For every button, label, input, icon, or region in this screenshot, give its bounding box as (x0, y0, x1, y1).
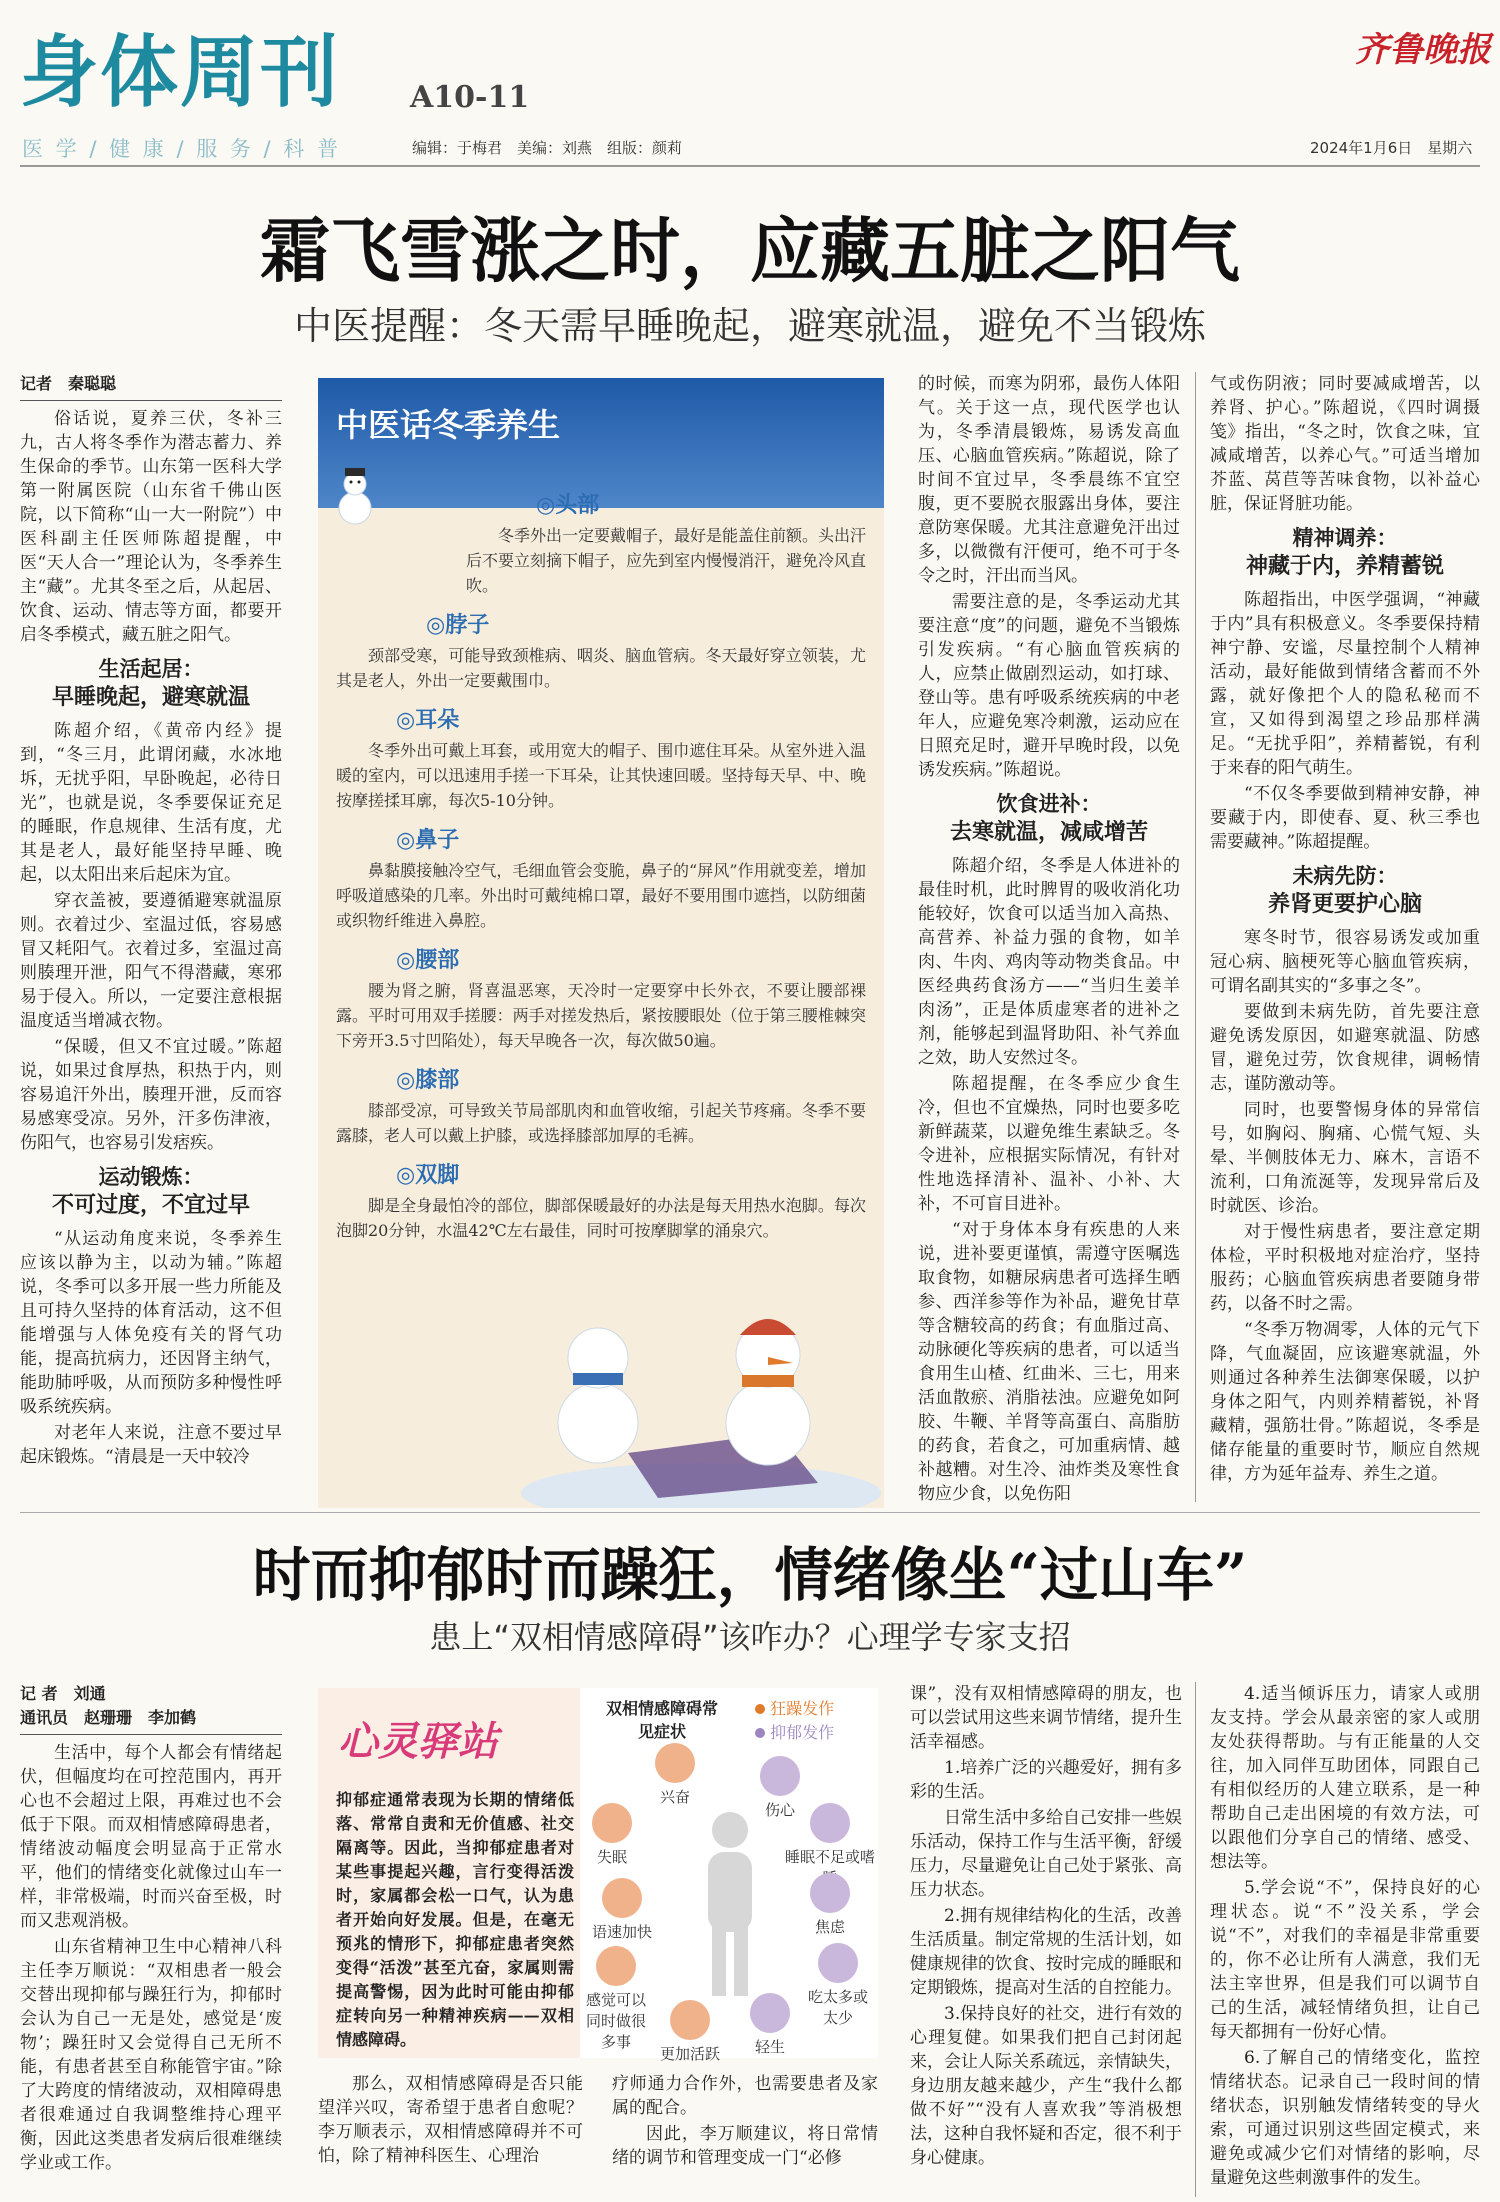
article1-subheadline: 中医提醒：冬天需早睡晚起，避寒就温，避免不当锻炼 (293, 304, 1206, 348)
symptom-label: 失眠 (596, 1848, 627, 1866)
article1-column4 (1210, 372, 1480, 1502)
box-item-ears (336, 703, 866, 813)
article2-byline-reporter: 记 者 刘通 (20, 1684, 106, 1703)
snowmen-illustration (518, 1283, 884, 1508)
paragraph: 4.适当倾诉压力，请家人或朋友支持。学会从最亲密的家人或朋友处获得帮助。与有正能量的人交往，加入同伴互助团体，同跟自己有相似经历的人建立联系，是一种帮助自己走出困境的有效方法，可以跟他们分享自己的情绪、感受、想法等。 (1210, 1684, 1480, 1872)
symptom-label: 更加活跃 (659, 2045, 720, 2063)
newspaper-logo: 齐鲁晚报 (1355, 30, 1491, 70)
item-label: ◎头部 (536, 493, 600, 518)
section-title-mind: 精神调养： (1292, 526, 1398, 550)
item-label: ◎鼻子 (396, 828, 460, 853)
item-text: 腰为肾之腑，肾喜温恶寒，天冷时一定要穿中长外衣，不要让腰部裸露。平时可用双手搓腰：两手对搓发热后，紧按腰眼处（位于第三腰椎棘突下旁开3.5寸凹陷处），每天早晚各一次，每次做50遍。 (336, 981, 866, 1050)
item-label: ◎双脚 (396, 1163, 460, 1188)
item-text: 鼻黏膜接触冷空气，毛细血管会变脆，鼻子的“屏风”作用就变差，增加呼吸道感染的几率。外出时可戴纯棉口罩，最好不要用围巾遮挡，以防细菌或织物纤维进入鼻腔。 (336, 861, 866, 930)
item-text: 脚是全身最怕冷的部位，脚部保暖最好的办法是每天用热水泡脚。每次泡脚20分钟，水温42℃左右最佳，同时可按摩脚掌的涌泉穴。 (336, 1196, 866, 1240)
paragraph: 同时，也要警惕身体的异常信号，如胸闷、胸痛、心慌气短、头晕、半侧肢体无力、麻木，言语不流利，口角流涎等，发现异常后及时就医、诊治。 (1210, 1100, 1480, 1216)
box-item-knees (336, 1063, 866, 1148)
article1-column1 (20, 372, 282, 1502)
paragraph: 3.保持良好的社交，进行有效的心理复健。如果我们把自己封闭起来，会让人际关系疏远，亲情缺失，身边朋友越来越少，产生“我什么都做不好”“没有人喜欢我”等消极想法，这种自我怀疑和否定，很不利于身心健康。 (910, 2004, 1182, 2168)
paragraph: 陈超指出，中医学强调，“神藏于内”具有积极意义。冬季要保持精神宁静、安谧，尽量控制个人精神活动，最好能做到情绪含蓄而不外露，就好像把个人的隐私秘而不宣，又如得到渴望之珍品那样满足。“无扰乎阳”，养精蓄锐，有利于来春的阳气萌生。 (1210, 590, 1480, 778)
symptom-label: 轻生 (754, 2038, 785, 2056)
paragraph: 俗话说，夏养三伏，冬补三九，古人将冬季作为潜志蓄力、养生保命的季节。山东第一医科大学第一附属医院（山东省千佛山医院，以下简称“山一大一附院”）中医科副主任医师陈超提醒，中医“天人合一”理论认为，冬季养生主“藏”。尤其冬至之后，从起居、饮食、运动、情志等方面，都要开启冬季模式，藏五脏之阳气。 (20, 409, 282, 645)
paragraph: 气或伤阴液；同时要减咸增苦，以养肾、护心。”陈超说，《四时调摄笺》指出，“冬之时，饮食之味，宜减咸增苦，以养心气。”可适当增加芥蓝、莴苣等苦味食物，以补益心脏，保证肾脏功能。 (1210, 374, 1480, 514)
paragraph: “从运动角度来说，冬季养生应该以静为主，以动为辅。”陈超说，冬季可以多开展一些力所能及且可持久坚持的体育活动，这不但能增强与人体免疫有关的肾气功能，提高抗病力，还因肾主纳气，能助肺呼吸，从而预防多种慢性呼吸系统疾病。 (20, 1229, 282, 1417)
item-text: 颈部受寒，可能导致颈椎病、咽炎、脑血管病。冬天最好穿立领装，尤其是老人，外出一定要戴围巾。 (336, 646, 866, 690)
symptom-eating (805, 1943, 871, 2028)
speech-icon (602, 1878, 642, 1918)
paragraph: 课”，没有双相情感障碍的朋友，也可以尝试用这些来调节情绪，提升生活幸福感。 (910, 1684, 1182, 1752)
symptom-label: 兴奋 (659, 1788, 690, 1806)
paragraph: 陈超介绍，《黄帝内经》提到，“冬三月，此谓闭藏，水冰地坼，无扰乎阳，早卧晚起，必待日光”，也就是说，冬季要保证充足的睡眠，作息规律、生活有度，尤其是老人，最好能坚持早睡、晚起，以太阳出来后起床为宜。 (20, 721, 282, 885)
winter-health-box (318, 378, 884, 1508)
face-sad-icon (760, 1756, 800, 1796)
paragraph: 生活中，每个人都会有情绪起伏，但幅度均在可控范围内，再开心也不会超过上限，再难过也不会低于下限。而双相情感障碍患者，情绪波动幅度会明显高于正常水平，他们的情绪变化就像过山车一样，非常极端，时而兴奋至极，时而又悲观消极。 (20, 1743, 282, 1931)
paragraph: 要做到未病先防，首先要注意避免诱发原因，如避寒就温、防感冒，避免过劳，饮食规律，调畅情志，谨防激动等。 (1210, 1002, 1480, 1094)
paragraph: 日常生活中多给自己安排一些娱乐活动，保持工作与生活平衡，舒缓压力，尽量避免让自己处于紧张、高压力状态。 (910, 1808, 1182, 1900)
paragraph: 陈超介绍，冬季是人体进补的最佳时机，此时脾胃的吸收消化功能较好，饮食可以适当加入高热、高营养、补益力强的食物，如羊肉、牛肉、鸡肉等动物类食品。中医经典药食汤方——“当归生姜羊肉汤”，正是体质虚寒者的进补之剂，能够起到温肾助阳、补气养血之效，助人安然过冬。 (918, 856, 1180, 1068)
box-item-nose (336, 823, 866, 933)
paragraph: 陈超提醒，在冬季应少食生冷，但也不宜燥热，同时也要多吃新鲜蔬菜，以避免维生素缺乏。冬令进补，应根据实际情况，有针对性地选择清补、温补、小补、大补，不可盲目进补。 (918, 1074, 1180, 1214)
section-title-prevention: 未病先防： (1292, 864, 1398, 888)
article2-column1 (20, 1682, 282, 2192)
article2-subheadline: 患上“双相情感障碍”该咋办？心理学专家支招 (429, 1618, 1071, 1656)
insomnia-icon (592, 1803, 632, 1843)
paragraph: 的时候，而寒为阴邪，最伤人体阳气。关于这一点，现代医学也认为，冬季清晨锻炼，易诱发高血压、心脑血管疾病。”陈超说，除了时间不宜过早，冬季晨练不宜空腹，更不要脱衣服露出身体，要注意防寒保暖。尤其注意避免汗出过多，以微微有汗便可，绝不可于冬令之时，汗出而当风。 (918, 374, 1180, 586)
symptom-label: 焦虑 (814, 1918, 845, 1936)
item-label: ◎腰部 (396, 948, 460, 973)
box-title: 中医话冬季养生 (336, 406, 561, 444)
masthead-rule (20, 165, 1480, 167)
section-subtitle-mind: 神藏于内，养精蓄锐 (1245, 553, 1444, 579)
section-subtitle-exercise: 不可过度，不宜过早 (51, 1192, 250, 1218)
section-subtitle-diet: 去寒就温，减咸增苦 (949, 819, 1148, 845)
paragraph: “对于身体本身有疾患的人来说，进补要更谨慎，需遵守医嘱选取食物，如糖尿病患者可选择生晒参、西洋参等作为补品，避免甘草等含糖较高的药食；有血脂过高、动脉硬化等疾病的患者，可以适当食用生山楂、红曲米、三七，用来活血散瘀、消脂祛浊。应避免如阿胶、牛鞭、羊肾等高蛋白、高脂肪的药食，若食之，可加重病情、越补越糟。对生冷、油炸类及寒性食物应少食，以免伤阳 (918, 1220, 1180, 1502)
paragraph: 寒冬时节，很容易诱发或加重冠心病、脑梗死等心脑血管疾病，可谓名副其实的“多事之冬”。 (1210, 928, 1480, 996)
item-text: 冬季外出可戴上耳套，或用宽大的帽子、围巾遮住耳朵。从室外进入温暖的室内，可以迅速用手搓一下耳朵，让其快速回暖。坚持每天早、中、晚按摩搓揉耳廓，每次5-10分钟。 (336, 741, 866, 810)
symptom-active (650, 2000, 730, 2064)
section-title-living: 生活起居： (98, 657, 204, 681)
paragraph: “不仅冬季要做到精神安静，神要藏于内，即使春、夏、秋三季也需要藏神。”陈超提醒。 (1210, 784, 1480, 852)
paragraph: 6.了解自己的情绪变化，监控情绪状态。记录自己一段时间的情绪状态，识别触发情绪转变的导火索，可通过识别这些固定模式，来避免或减少它们对情绪的影响，尽量避免这些刺激事件的发生。 (1210, 2048, 1480, 2188)
symptom-label: 伤心 (764, 1801, 795, 1819)
paragraph: 需要注意的是，冬季运动尤其要注意“度”的问题，避免不当锻炼引发疾病。“有心脑血管疾病的人，应禁止做剧烈运动，如打球、登山等。患有呼吸系统疾病的中老年人，应避免寒冷刺激，运动应在日照充足时，避开早晚时段，以免诱发疾病。”陈超说。 (918, 592, 1180, 780)
item-text: 冬季外出一定要戴帽子，最好是能盖住前额。头出汗后不要立刻摘下帽子，应先到室内慢慢消汗，避免冷风直吹。 (466, 526, 867, 595)
section-title-diet: 饮食进补： (996, 792, 1102, 816)
symptom-label: 睡眠不足或嗜 (785, 1848, 876, 1866)
article1-byline: 记者 秦聪聪 (20, 374, 117, 393)
article-divider (20, 1512, 1480, 1513)
symptom-label: 语速加快 (591, 1923, 652, 1941)
symptom-multitask (580, 1946, 652, 2052)
symptom-label: 感觉可以同时做很多事 (585, 1991, 646, 2051)
page-number: A10-11 (410, 80, 530, 115)
sleep-icon (810, 1803, 850, 1843)
paragraph: 疗师通力合作外，也需要患者及家属的配合。 (612, 2074, 878, 2118)
editors-line: 编辑：于梅君 美编：刘燕 组版：颜莉 (412, 139, 683, 157)
symptom-fast-speech (582, 1878, 662, 1942)
paragraph: 那么，双相情感障碍是否只能望洋兴叹，寄希望于患者自愈呢？李万顺表示，双相情感障碍并不可怕，除了精神科医生、心理治 (318, 2074, 583, 2166)
column-divider (1195, 372, 1196, 1502)
section-title-exercise: 运动锻炼： (98, 1165, 204, 1189)
item-text: 膝部受凉，可导致关节局部肌肉和血管收缩，引起关节疼痛。冬季不要露膝，老人可以戴上护膝，或选择膝部加厚的毛裤。 (336, 1101, 866, 1145)
article2-column3 (910, 1682, 1182, 2197)
paragraph: “冬季万物凋零，人体的元气下降，气血凝固，应该避寒就温，外则通过各种养生法御寒保暖，以护身体之阳气，内则养精蓄锐，补肾藏精，强筋壮骨。”陈超说，冬季是储存能量的重要时节，顺应自然规律，方为延年益寿、养生之道。 (1210, 1320, 1480, 1484)
legend-dot-depress-icon (755, 1728, 765, 1738)
legend-depress-label: 抑郁发作 (770, 1723, 835, 1742)
symptom-suicidal (740, 1993, 800, 2057)
paragraph: 5.学会说“不”，保持良好的心理状态。说“不”没关系，学会说“不”，对我们的幸福是非常重要的，你不必让所有人满意，我们无法主宰世界，但是我们可以调节自己的生活，减轻情绪负担，让自己每天都拥有一份好心情。 (1210, 1878, 1480, 2042)
item-label: ◎脖子 (426, 613, 490, 638)
box-text-2: 抑郁症通常表现为长期的情绪低落、常常自责和无价值感、社交隔离等。因此，当抑郁症患者对某些事提起兴趣，言行变得活泼时，家属都会松一口气，认为患者开始向好发展。但是，在毫无预兆的情形下，抑郁症患者突然变得“活泼”甚至亢奋，家属则需提高警惕，因为此时可能由抑郁症转向另一种精神疾病——双相情感障碍。 (336, 1790, 574, 2049)
symptom-diagram (580, 1688, 878, 2063)
paragraph: 1.培养广泛的兴趣爱好，拥有多彩的生活。 (910, 1758, 1182, 1802)
diagram-title: 双相情感障碍常见症状 (605, 1699, 718, 1741)
box-items (336, 488, 866, 1253)
multitask-icon (596, 1946, 636, 1986)
paragraph: “保暖，但又不宜过暖。”陈超说，如果过食厚热，积热于内，则容易追汗外出，腠理开泄，反而容易感寒受凉。另外，汗多伤津液，伤阳气，也容易引发痞疾。 (20, 1037, 282, 1153)
masthead-title: 身体周刊 (20, 27, 341, 118)
box-item-head (336, 488, 866, 598)
eating-icon (818, 1943, 858, 1983)
psychology-box (318, 1688, 878, 2063)
article1-headline: 霜飞雪涨之时，应藏五脏之阳气 (260, 209, 1240, 292)
item-label: ◎耳朵 (396, 708, 460, 733)
symptom-excited (645, 1743, 705, 1807)
paragraph: 因此，李万顺建议，将日常情绪的调节和管理变成一门“必修 (612, 2124, 878, 2168)
article2-headline: 时而抑郁时而躁狂，情绪像坐“过山车” (252, 1541, 1248, 1609)
active-icon (670, 2000, 710, 2040)
symptom-insomnia (582, 1803, 642, 1867)
suicidal-icon (750, 1993, 790, 2033)
column-divider (1195, 1682, 1196, 2197)
body-silhouette (690, 1808, 770, 1998)
anxiety-icon (810, 1873, 850, 1913)
section-subtitle-prevention: 养肾更要护心脑 (1267, 891, 1422, 917)
face-excited-icon (655, 1743, 695, 1783)
box-title-2: 心灵驿站 (338, 1718, 498, 1765)
article1-column3 (918, 372, 1180, 1502)
article2-byline-correspondent: 通讯员 赵珊珊 李加鹤 (20, 1708, 197, 1727)
masthead-subtitle: 医 学 / 健 康 / 服 务 / 科 普 (22, 137, 341, 161)
article2-column2b (612, 2072, 878, 2197)
symptom-anxiety (800, 1873, 860, 1937)
legend-dot-manic-icon (755, 1704, 765, 1714)
article2-column4 (1210, 1682, 1480, 2197)
item-label: ◎膝部 (396, 1068, 460, 1093)
paragraph: 山东省精神卫生中心精神八科主任李万顺说：“双相患者一般会交替出现抑郁与躁狂行为，抑郁时会认为自己一无是处，感觉是‘废物’；躁狂时又会觉得自己无所不能，有患者甚至自称能管宇宙。”除了大跨度的情绪波动，双相障碍患者很难通过自我调整维持心理平衡，因此这类患者发病后很难继续学业或工作。 (20, 1937, 282, 2173)
symptom-label: 吃太多或太少 (807, 1988, 868, 2027)
legend-manic (755, 1696, 834, 1719)
paragraph: 对老年人来说，注意不要过早起床锻炼。“清晨是一天中较冷 (20, 1423, 282, 1467)
paragraph: 对于慢性病患者，要注意定期体检，平时积极地对症治疗，坚持服药；心脑血管疾病患者要随身带药，以备不时之需。 (1210, 1222, 1480, 1314)
issue-date: 2024年1月6日 星期六 (1310, 139, 1473, 157)
box-item-feet (336, 1158, 866, 1243)
paragraph: 穿衣盖被，要遵循避寒就温原则。衣着过少、室温过低，容易感冒又耗阳气。衣着过多，室温过高则腠理开泄，阳气不得潜藏，寒邪易于侵入。所以，一定要注意根据温度适当增减衣物。 (20, 891, 282, 1031)
section-subtitle-living: 早睡晚起，避寒就温 (51, 684, 250, 710)
box-item-neck (336, 608, 866, 693)
box-item-waist (336, 943, 866, 1053)
legend-depress (755, 1720, 834, 1743)
article2-column2a (318, 2072, 583, 2197)
legend-manic-label: 狂躁发作 (770, 1699, 835, 1718)
paragraph: 2.拥有规律结构化的生活，改善生活质量。制定常规的生活计划，如健康规律的饮食、按时完成的睡眠和定期锻炼，提高对生活的自控能力。 (910, 1906, 1182, 1998)
